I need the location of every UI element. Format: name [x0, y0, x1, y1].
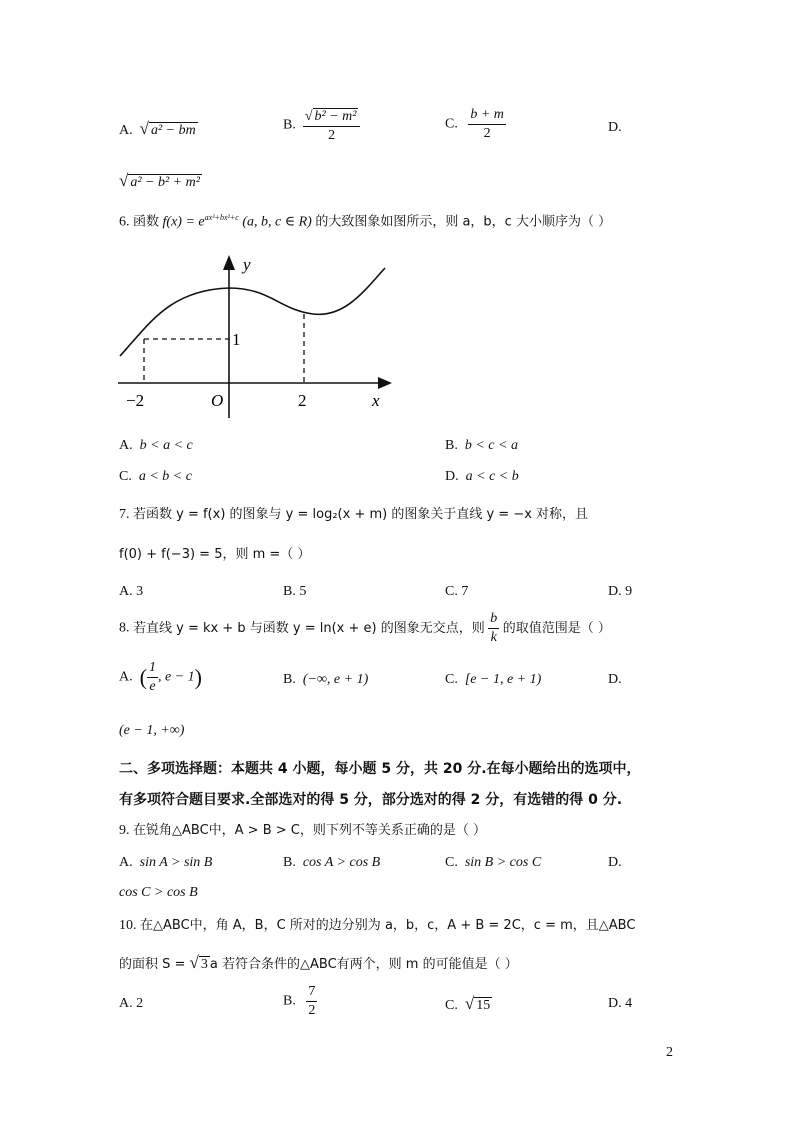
- q10-option-a: A. 2: [119, 996, 144, 1011]
- q9-stem: 9. 在锐角△ABC中，A > B > C，则下列不等关系正确的是（ ）: [119, 823, 486, 838]
- q8-option-a: A. ( $\frac{1}{e}$ , e − 1): [119, 660, 202, 694]
- tick-2-label: 2: [298, 391, 307, 410]
- section2-line2: 有多项符合题目要求.全部选对的得 5 分，部分选对的得 2 分，有选错的得 0 分.: [119, 792, 623, 808]
- q7-option-d: D. 9: [608, 584, 633, 599]
- origin-label: O: [211, 391, 224, 410]
- q8-option-d: (e − 1, +∞): [119, 723, 185, 738]
- q6-graph: [110, 248, 400, 418]
- q6-option-c: C. a < b < c: [119, 469, 192, 484]
- q8-option-b: B. (−∞, e + 1): [283, 672, 369, 687]
- q8-option-d-label: D.: [608, 672, 622, 687]
- q10-option-d: D. 4: [608, 996, 633, 1011]
- q5-option-b: B. $\frac{\text{√ b² − m²}}{2}$: [283, 108, 360, 143]
- y-axis-arrow: [223, 255, 235, 270]
- function-curve: [120, 268, 385, 356]
- q10-stem-line1: 10. 在△ABC中，角 A，B，C 所对的边分别为 a，b，c，A + B = 2C，c = m，且△ABC: [119, 918, 636, 933]
- q9-option-d: cos C > cos B: [119, 885, 198, 900]
- q5-option-c: C. $\frac{b + m}{2}$: [445, 107, 504, 141]
- q6-option-a: A. b < a < c: [119, 438, 193, 453]
- q10-option-b: B. $\frac{7}{2}$: [283, 984, 316, 1018]
- q9-option-c: C. sin B > cos C: [445, 855, 542, 870]
- q5-option-a: A. √ a² − bm: [119, 119, 196, 138]
- tick-neg2-label: −2: [126, 391, 145, 410]
- q7-option-a: A. 3: [119, 584, 144, 599]
- q10-stem-line2: 的面积 S = √ 3 a 若符合条件的△ABC有两个，则 m 的可能值是（ ）: [119, 953, 518, 972]
- q8-stem: 8. 若直线 y = kx + b 与函数 y = ln(x + e) 的图象无交点，则 $\frac{b}{k}$ 的取值范围是（ ）: [119, 611, 611, 645]
- x-axis-arrow: [378, 377, 392, 389]
- q5-option-d: √ a² − b² + m²: [119, 171, 200, 190]
- q7-stem-line2: f(0) + f(−3) = 5，则 m =（ ）: [119, 547, 311, 562]
- q9-option-d-label: D.: [608, 855, 622, 870]
- q6-stem: 6. 函数 $f(x) = e^{ax^3+bx^2+c}$ (a, b, c ∈ R) 的大致图象如图所示，则 a，b，c 大小顺序为（ ）: [119, 213, 612, 230]
- q7-option-c: C. 7: [445, 584, 469, 599]
- q7-stem-line1: 7. 若函数 y = f(x) 的图象与 y = log₂(x + m) 的图象关于直线 y = −x 对称，且: [119, 507, 589, 522]
- page-number: 2: [666, 1045, 673, 1060]
- tick-1-label: 1: [232, 330, 241, 349]
- section2-line1: 二、多项选择题：本题共 4 小题，每小题 5 分，共 20 分.在每小题给出的选项中，: [119, 761, 641, 777]
- q7-option-b: B. 5: [283, 584, 307, 599]
- q6-option-d: D. a < c < b: [445, 469, 519, 484]
- q9-option-a: A. sin A > sin B: [119, 855, 213, 870]
- q5-option-d-label: D.: [608, 120, 622, 135]
- x-axis-label: x: [372, 391, 380, 410]
- y-axis-label: y: [243, 255, 251, 274]
- q6-option-b: B. b < c < a: [445, 438, 518, 453]
- q8-option-c: C. [e − 1, e + 1): [445, 672, 542, 687]
- q10-option-c: C. √ 15: [445, 994, 491, 1013]
- q9-option-b: B. cos A > cos B: [283, 855, 381, 870]
